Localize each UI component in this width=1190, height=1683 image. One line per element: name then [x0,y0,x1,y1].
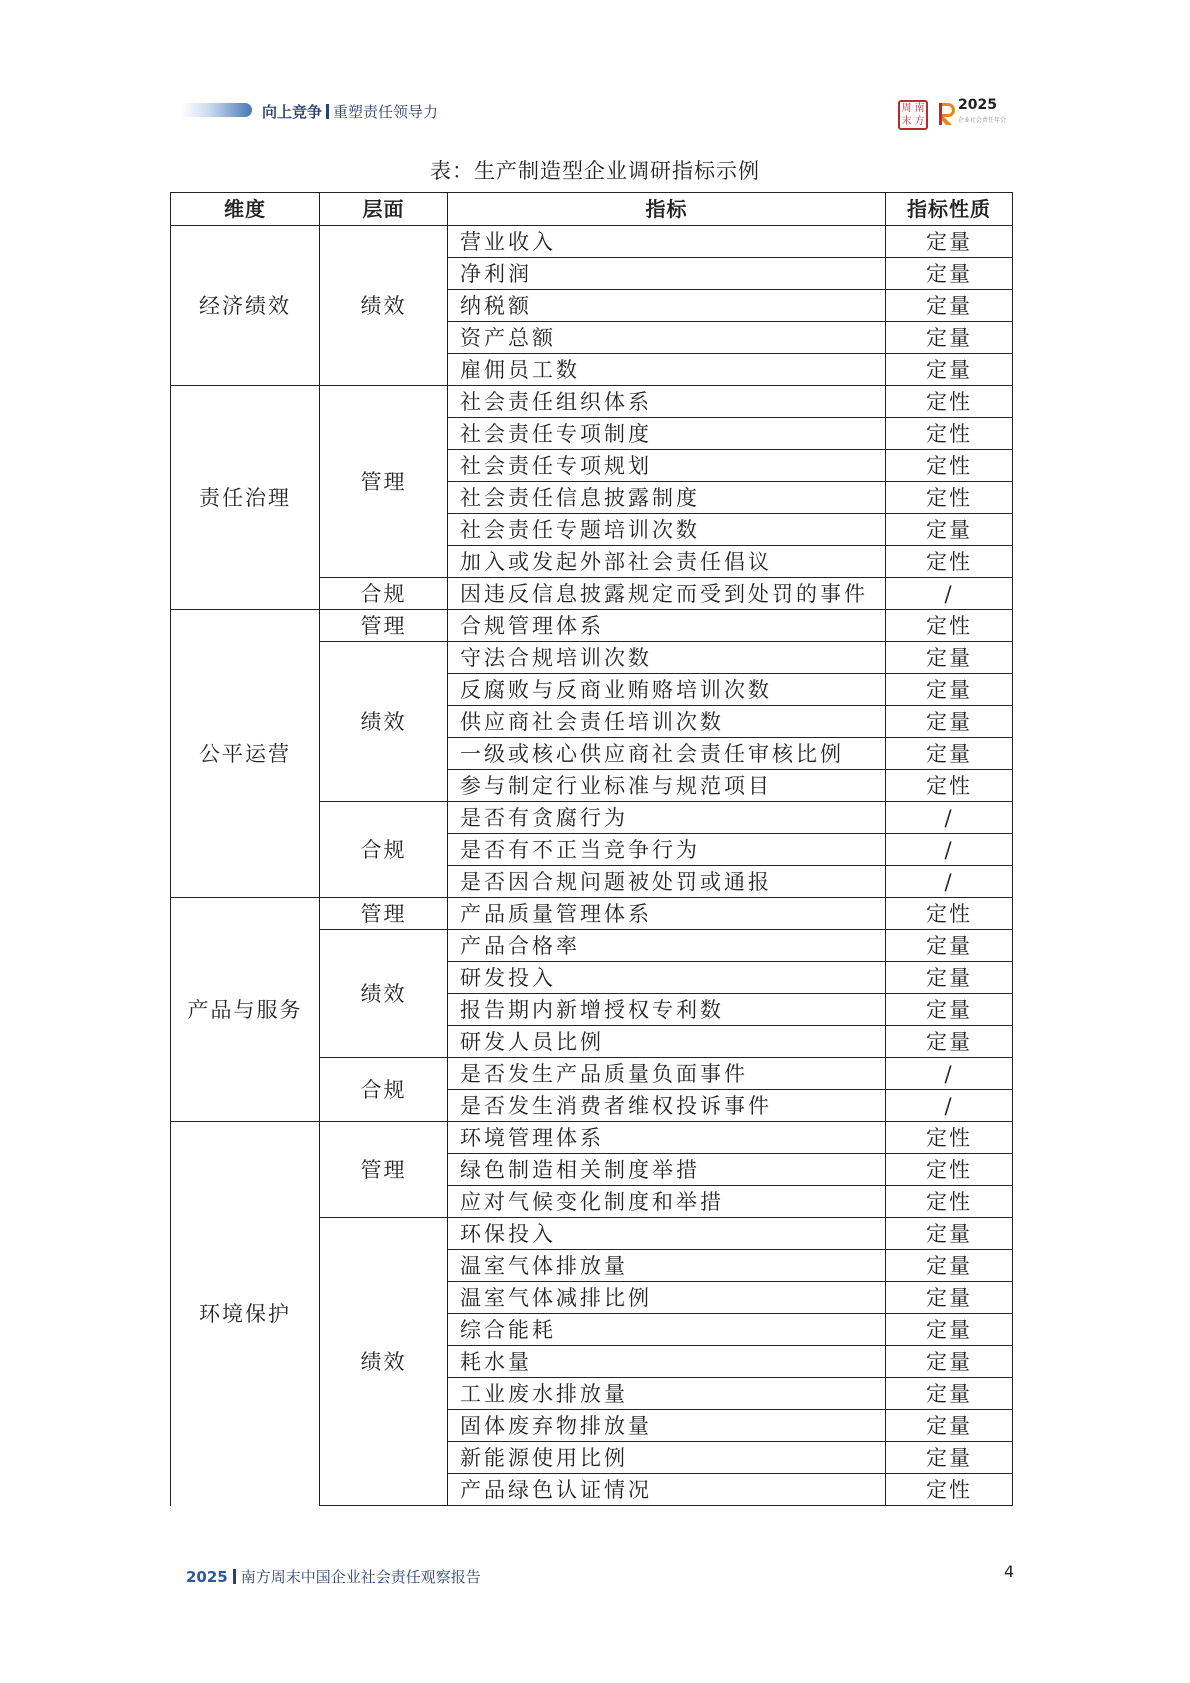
nature-cell: / [886,1090,1013,1122]
footer-title [186,1566,481,1587]
indicator-cell: 一级或核心供应商社会责任审核比例 [448,738,886,770]
table-row [171,898,1013,930]
nature-cell: / [886,834,1013,866]
level-cell: 合规 [320,578,448,610]
nature-cell: 定性 [886,450,1013,482]
level-cell: 合规 [320,1058,448,1122]
nature-cell: 定性 [886,770,1013,802]
header-divider [326,104,329,119]
header-nature: 指标性质 [886,193,1013,226]
nature-cell: / [886,802,1013,834]
indicator-cell: 是否有不正当竞争行为 [448,834,886,866]
footer-divider [233,1569,236,1584]
indicator-cell: 应对气候变化制度和举措 [448,1186,886,1218]
nature-cell: 定量 [886,1410,1013,1442]
indicator-cell: 社会责任专项规划 [448,450,886,482]
nature-cell: 定量 [886,962,1013,994]
table-row [171,386,1013,418]
indicator-cell: 是否发生消费者维权投诉事件 [448,1090,886,1122]
nature-cell: 定量 [886,226,1013,258]
indicator-cell: 绿色制造相关制度举措 [448,1154,886,1186]
header-title-sub: 重塑责任领导力 [333,103,439,121]
nature-cell: 定量 [886,514,1013,546]
nature-cell: 定性 [886,546,1013,578]
indicator-cell: 固体废弃物排放量 [448,1410,886,1442]
logo-subtitle: 企业社会责任年会 [958,117,1007,124]
nature-cell: 定量 [886,1218,1013,1250]
table-row [171,226,1013,258]
indicator-cell: 合规管理体系 [448,610,886,642]
indicator-cell: 产品绿色认证情况 [448,1474,886,1506]
nature-cell: 定量 [886,674,1013,706]
nature-cell: 定量 [886,258,1013,290]
indicator-cell: 产品合格率 [448,930,886,962]
indicator-cell: 守法合规培训次数 [448,642,886,674]
indicator-cell: 环保投入 [448,1218,886,1250]
table-body [171,226,1013,1506]
header-level: 层面 [320,193,448,226]
table-caption: 表：生产制造型企业调研指标示例 [430,159,760,183]
page-number: 4 [1004,1562,1015,1581]
indicator-cell: 新能源使用比例 [448,1442,886,1474]
indicator-cell: 是否因合规问题被处罚或通报 [448,866,886,898]
indicator-cell: 因违反信息披露规定而受到处罚的事件 [448,578,886,610]
nature-cell: 定量 [886,706,1013,738]
nature-cell: 定量 [886,1378,1013,1410]
header-title [262,101,438,122]
nature-cell: 定量 [886,354,1013,386]
nature-cell: 定性 [886,482,1013,514]
nature-cell: / [886,866,1013,898]
indicator-cell: 雇佣员工数 [448,354,886,386]
nature-cell: 定量 [886,738,1013,770]
dimension-cell: 产品与服务 [171,898,320,1122]
nature-cell: 定量 [886,1314,1013,1346]
level-cell: 绩效 [320,226,448,386]
level-cell: 管理 [320,386,448,578]
indicator-cell: 研发投入 [448,962,886,994]
level-cell: 管理 [320,1122,448,1218]
indicator-cell: 产品质量管理体系 [448,898,886,930]
indicator-cell: 环境管理体系 [448,1122,886,1154]
dimension-cell: 公平运营 [171,610,320,898]
level-cell: 合规 [320,802,448,898]
indicator-cell: 研发人员比例 [448,1026,886,1058]
header-title-main: 向上竞争 [262,103,323,121]
nature-cell: 定性 [886,1122,1013,1154]
indicator-cell: 是否发生产品质量负面事件 [448,1058,886,1090]
nature-cell: 定量 [886,642,1013,674]
indicator-cell: 社会责任专项制度 [448,418,886,450]
dimension-cell: 经济绩效 [171,226,320,386]
nature-cell: 定性 [886,610,1013,642]
logo-year: 2025 [958,97,997,113]
nature-cell: 定性 [886,1154,1013,1186]
nature-cell: 定性 [886,898,1013,930]
nature-cell: 定量 [886,1282,1013,1314]
header-accent-bar [182,103,252,117]
indicator-cell: 纳税额 [448,290,886,322]
indicator-cell: 社会责任信息披露制度 [448,482,886,514]
indicator-cell: 综合能耗 [448,1314,886,1346]
nature-cell: 定量 [886,1026,1013,1058]
level-cell: 管理 [320,610,448,642]
footer-report-name: 南方周末中国企业社会责任观察报告 [240,1568,481,1586]
nature-cell: 定量 [886,1346,1013,1378]
dimension-cell: 责任治理 [171,386,320,610]
indicator-cell: 反腐败与反商业贿赂培训次数 [448,674,886,706]
level-cell: 绩效 [320,642,448,802]
table-row [171,1122,1013,1154]
nature-cell: / [886,1058,1013,1090]
indicator-table [170,192,1013,1506]
level-cell: 绩效 [320,1218,448,1506]
header-dimension: 维度 [171,193,320,226]
level-cell: 管理 [320,898,448,930]
indicator-cell: 净利润 [448,258,886,290]
level-cell: 绩效 [320,930,448,1058]
indicator-cell: 加入或发起外部社会责任倡议 [448,546,886,578]
publication-seal-logo: 周 南 末 方 [898,100,928,130]
indicator-cell: 耗水量 [448,1346,886,1378]
indicator-cell: 是否有贪腐行为 [448,802,886,834]
nature-cell: 定量 [886,322,1013,354]
indicator-cell: 供应商社会责任培训次数 [448,706,886,738]
nature-cell: 定量 [886,1442,1013,1474]
indicator-cell: 营业收入 [448,226,886,258]
table-row [171,610,1013,642]
nature-cell: 定量 [886,1250,1013,1282]
indicator-cell: 报告期内新增授权专利数 [448,994,886,1026]
table-header-row [171,193,1013,226]
indicator-cell: 温室气体减排比例 [448,1282,886,1314]
nature-cell: 定量 [886,994,1013,1026]
indicator-cell: 社会责任专题培训次数 [448,514,886,546]
footer-year: 2025 [186,1568,228,1586]
nature-cell: 定性 [886,1186,1013,1218]
nature-cell: 定性 [886,418,1013,450]
indicator-cell: 社会责任组织体系 [448,386,886,418]
indicator-cell: 参与制定行业标准与规范项目 [448,770,886,802]
indicator-cell: 工业废水排放量 [448,1378,886,1410]
indicator-cell: 资产总额 [448,322,886,354]
header-indicator: 指标 [448,193,886,226]
nature-cell: 定性 [886,1474,1013,1506]
conference-logo-icon [936,100,958,126]
nature-cell: 定性 [886,386,1013,418]
indicator-cell: 温室气体排放量 [448,1250,886,1282]
dimension-cell: 环境保护 [171,1122,320,1506]
nature-cell: / [886,578,1013,610]
nature-cell: 定量 [886,930,1013,962]
nature-cell: 定量 [886,290,1013,322]
